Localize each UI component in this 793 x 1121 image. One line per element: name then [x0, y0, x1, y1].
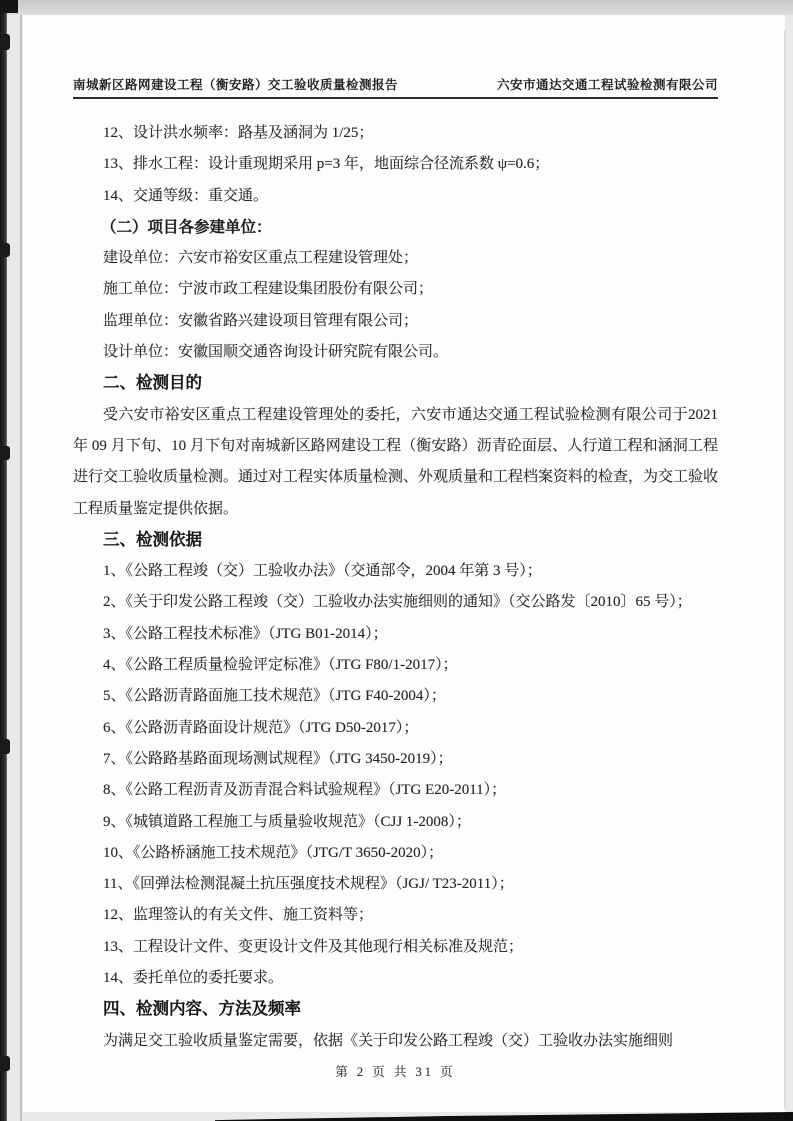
section-heading-purpose: 二、检测目的: [103, 374, 202, 393]
scan-binding-mark: [0, 1056, 10, 1071]
intro-numbered-list: [73, 118, 718, 212]
reference-item: 14、委托单位的委托要求。: [103, 970, 284, 987]
page-header: [73, 75, 718, 99]
section-heading-basis: 三、检测依据: [103, 530, 202, 549]
participant-item: 施工单位：宁波市政工程建设集团股份有限公司；: [103, 281, 434, 298]
scan-binding-mark: [0, 739, 10, 754]
numbered-item: 14、交通等级：重交通。: [103, 187, 269, 204]
reference-item: 4、《公路工程质量检验评定标准》（JTG F80/1-2017）；: [103, 657, 458, 674]
scan-binding-mark: [0, 446, 10, 460]
scan-corner-mark: [0, 0, 18, 13]
page-number-label: 第 2 页 共 31 页: [335, 1064, 456, 1079]
content-method-paragraph: 为满足交工验收质量鉴定需要，依据《关于印发公路工程竣（交）工验收办法实施细则: [103, 1032, 674, 1049]
reference-item: 6、《公路沥青路面设计规范》（JTG D50-2017）；: [103, 719, 419, 736]
reference-item: 12、监理签认的有关文件、施工资料等；: [103, 907, 374, 924]
reference-item: 13、工程设计文件、变更设计文件及其他现行相关标准及规范；: [103, 938, 524, 955]
scan-binding-mark: [0, 243, 10, 257]
participant-item: 监理单位：安徽省路兴建设项目管理有限公司；: [103, 312, 419, 329]
scan-left-edge: [0, 0, 7, 1121]
participant-item: 设计单位：安徽国顺交通咨询设计研究院有限公司。: [103, 344, 449, 361]
scan-right-edge: [784, 30, 786, 1109]
reference-item: 10、《公路桥涵施工技术规范》（JTG/T 3650-2020）；: [103, 844, 444, 861]
scan-background-strip: [0, 0, 793, 15]
page-header-report-title: 南城新区路网建设工程（衡安路）交工验收质量检测报告: [73, 78, 399, 92]
subsection-heading-participants: （二）项目各参建单位：: [101, 218, 272, 236]
purpose-paragraph: 受六安市裕安区重点工程建设管理处的委托，六安市通达交通工程试验检测有限公司于2021 年 09 月下旬、10 月下旬对南城新区路网建设工程（衡安路）沥青砼面层、人行道工程和涵洞工程进行交工验收质量检测。通过对工程实体质量检测、外观质量和工程档案资料的检查，为交工验收工程质量鉴定提供依据。: [73, 406, 719, 517]
reference-item: 1、《公路工程竣（交）工验收办法》（交通部令，2004 年第 3 号）；: [103, 563, 542, 580]
reference-item: 7、《公路路基路面现场测试规程》（JTG 3450-2019）；: [103, 750, 453, 767]
section-heading-content-method: 四、检测内容、方法及频率: [103, 1000, 301, 1019]
reference-item: 5、《公路沥青路面施工技术规范》（JTG F40-2004）；: [103, 688, 446, 705]
participant-item: 建设单位：六安市裕安区重点工程建设管理处；: [103, 250, 419, 267]
reference-item: 2、《关于印发公路工程竣（交）工验收办法实施细则的通知》（交公路发〔2010〕65 号）；: [103, 594, 692, 611]
scan-page-crease-line: [20, 15, 22, 1121]
scan-bottom-edge: [215, 1112, 793, 1121]
numbered-item: 12、设计洪水频率：路基及涵洞为 1/25；: [103, 125, 374, 141]
numbered-item: 13、排水工程：设计重现期采用 p=3 年，地面综合径流系数 ψ=0.6；: [103, 156, 550, 173]
scan-binding-mark: [0, 34, 10, 50]
reference-item: 3、《公路工程技术标准》（JTG B01-2014）；: [103, 625, 388, 642]
document-page: [23, 15, 785, 1112]
page-body: [73, 118, 718, 1088]
page-header-company-name: 六安市通达交通工程试验检测有限公司: [496, 78, 718, 92]
reference-item: 9、《城镇道路工程施工与质量验收规范》（CJJ 1-2008）；: [103, 813, 471, 830]
participant-list: [73, 243, 718, 368]
reference-item: 11、《回弹法检测混凝土抗压强度技术规程》（JGJ/ T23-2011）；: [103, 876, 514, 893]
reference-item: 8、《公路工程沥青及沥青混合料试验规程》（JTG E20-2011）；: [103, 782, 507, 799]
basis-reference-list: [73, 556, 718, 994]
